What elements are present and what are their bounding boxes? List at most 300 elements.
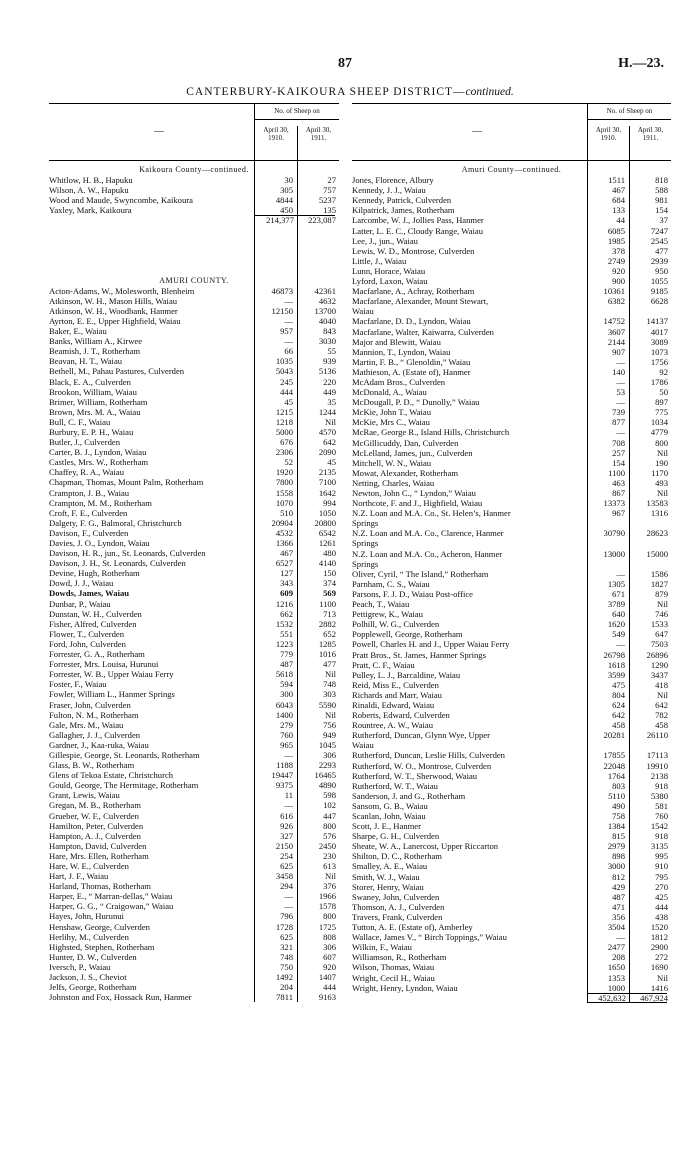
sheep-1910: 30790	[603, 528, 625, 539]
owner-name: Rutherford, W. O., Montrose, Culverden	[352, 760, 492, 771]
owner-name: Macfarlane, Alexander, Mount Stewart,	[352, 296, 489, 307]
sheep-1910: 739	[612, 407, 625, 418]
table-row	[352, 831, 671, 841]
table-row	[49, 467, 339, 477]
sheep-1911: 800	[323, 820, 336, 831]
sheep-1910: 45	[284, 396, 293, 407]
owner-name: Kilpatrick, James, Rotherham	[352, 205, 455, 216]
sheep-1910: 11	[284, 790, 293, 801]
sheep-1911: 1725	[318, 921, 336, 932]
sheep-1910: 1035	[275, 356, 293, 367]
table-row	[352, 942, 671, 952]
sheep-1911: 306	[323, 749, 336, 760]
sheep-1911: 1586	[650, 568, 668, 579]
sheep-1911: 1170	[651, 467, 668, 478]
sheep-1911: 458	[655, 720, 668, 731]
sheep-1911: 20800	[314, 517, 336, 528]
sheep-1911: 5590	[318, 699, 336, 710]
owner-name: Springs	[352, 558, 379, 569]
sheep-1910: 6527	[275, 558, 293, 569]
sheep-1910: 30	[284, 175, 293, 186]
table-row	[49, 811, 339, 821]
owner-name: N.Z. Loan and M.A. Co., St. Helen’s, Hanmer	[352, 508, 511, 519]
sheep-1911: Nil	[657, 972, 668, 983]
sheep-1911: Nil	[325, 669, 336, 680]
sheep-1911: 918	[655, 780, 668, 791]
table-row	[352, 205, 671, 215]
total-row	[49, 215, 339, 225]
sheep-1910: 1305	[607, 578, 625, 589]
owner-name: Smith, W. J., Waiau	[352, 871, 420, 882]
table-row	[352, 246, 671, 256]
owner-name: Rutherford, W. T., Sherwood, Waiau	[352, 770, 478, 781]
owner-name: Wilson, Thomas, Waiau	[352, 962, 435, 973]
sheep-1910: 1353	[607, 972, 625, 983]
owner-name: Gillespie, George, St. Leonards, Rotherham	[49, 749, 200, 760]
owner-name: Harland, Thomas, Rotherham	[49, 881, 151, 892]
sheep-1911: 808	[323, 931, 336, 942]
header-dash: —	[154, 126, 164, 137]
owner-name: Hampton, A. J., Culverden	[49, 830, 141, 841]
sheep-1911: 26110	[646, 730, 668, 741]
sheep-1910: 17855	[603, 750, 625, 761]
owner-name: Wilkin, F., Waiau	[352, 942, 412, 953]
owner-name: Brimer, William, Rotherham	[49, 396, 148, 407]
table-row	[352, 488, 671, 498]
sheep-1910: 13373	[603, 498, 625, 509]
owner-name: Williamson, R., Rotherham	[352, 952, 447, 963]
sheep-1911: 607	[323, 951, 336, 962]
sheep-1910: 22048	[603, 760, 625, 771]
owner-name: Sansom, G. B., Waiau	[352, 800, 428, 811]
sheep-1910: 1223	[275, 638, 293, 649]
owner-name: Netting, Charles, Waiau	[352, 477, 435, 488]
sheep-1910: 684	[612, 195, 625, 206]
sheep-1910: 926	[280, 820, 293, 831]
sheep-1910: 4532	[275, 527, 293, 538]
sheep-1911: 1073	[650, 346, 668, 357]
owner-name: Kennedy, Patrick, Culverden	[352, 195, 452, 206]
sheep-1911: 2138	[650, 770, 668, 781]
sheep-1910: 20904	[271, 517, 293, 528]
sheep-1910: 1492	[275, 972, 293, 983]
owner-name: Pratt Bros., St. James, Hanmer Springs	[352, 649, 486, 660]
table-row	[49, 447, 339, 457]
table-row	[352, 609, 671, 619]
owner-name: McDonald, A., Waiau	[352, 387, 427, 398]
owner-name: Glens of Tekoa Estate, Christchurch	[49, 770, 174, 781]
sheep-1911: 994	[323, 497, 336, 508]
sheep-1911: 19910	[646, 760, 668, 771]
sheep-1910: 321	[280, 941, 293, 952]
table-row	[49, 195, 339, 205]
owner-name: Crampton, J. B., Waiau	[49, 487, 130, 498]
sheep-1911: 45	[327, 457, 336, 468]
owner-name: Henshaw, George, Culverden	[49, 921, 150, 932]
sheep-1911: 1261	[318, 538, 336, 548]
sheep-1910: 1188	[276, 760, 293, 771]
owner-name: McLelland, James, jun., Culverden	[352, 447, 473, 458]
sheep-1911: 154	[655, 205, 668, 216]
sheep-1910: 305	[280, 185, 293, 196]
sheep-1910: 52	[284, 457, 293, 468]
table-row	[49, 952, 339, 962]
table-row	[49, 286, 339, 296]
table-row	[49, 962, 339, 972]
sheep-1911: 303	[323, 689, 336, 700]
sheep-1911: 7503	[650, 639, 668, 650]
sheep-1911: 939	[323, 356, 336, 367]
sheep-1911: 16465	[314, 770, 336, 781]
table-row	[352, 569, 671, 579]
owner-name: Scott, J. E., Hanmer	[352, 821, 421, 832]
owner-name: Devine, Hugh, Rotherham	[49, 568, 140, 579]
table-row	[352, 327, 671, 337]
sheep-1910: 327	[280, 830, 293, 841]
table-row	[49, 457, 339, 467]
sheep-1911: 879	[655, 588, 668, 599]
owner-name: Lewis, W. D., Montrose, Culverden	[352, 245, 475, 256]
sheep-1911: 1100	[319, 598, 336, 609]
sheep-1910: —	[616, 639, 625, 650]
table-row	[49, 588, 339, 598]
sheep-1910: 245	[280, 376, 293, 387]
table-row	[49, 720, 339, 730]
owner-name: Mowat, Alexander, Rotherham	[352, 467, 459, 478]
owner-name: Forrester, G. A., Rotherham	[49, 649, 145, 660]
table-row	[352, 226, 671, 236]
sheep-1911: 6628	[650, 296, 668, 307]
owner-name: Atkinson, W. H., Woodbank, Hanmer	[49, 305, 178, 316]
year-1910-heading: April 30, 1910.	[595, 126, 622, 142]
table-row	[352, 549, 671, 559]
table-row	[49, 518, 339, 528]
sheep-1910: 1558	[275, 487, 293, 498]
page-title: CANTERBURY-KAIKOURA SHEEP DISTRICT—continued.	[186, 86, 514, 98]
table-row	[49, 498, 339, 508]
owner-name: Richards and Marr, Waiau	[352, 689, 442, 700]
sheep-1911: 4890	[318, 780, 336, 791]
owner-name: Fraser, John, Culverden	[49, 699, 131, 710]
owner-name: N.Z. Loan and M.A. Co., Acheron, Hanmer	[352, 548, 503, 559]
table-row	[352, 407, 671, 417]
table-row	[352, 236, 671, 246]
table-row	[352, 417, 671, 427]
table-row	[352, 922, 671, 932]
sheep-1910: 1366	[275, 538, 293, 548]
sheep-1911: 995	[655, 851, 668, 862]
header-dash: —	[472, 126, 482, 137]
sheep-1911: 1034	[650, 417, 668, 428]
table-row	[49, 932, 339, 942]
sheep-1910: —	[616, 397, 625, 408]
sheep-1910: 46873	[271, 285, 293, 296]
sheep-1911: 2939	[650, 255, 668, 266]
table-row	[49, 326, 339, 336]
sheep-1911: 843	[323, 326, 336, 337]
table-row	[352, 851, 671, 861]
sheep-1910: 907	[612, 346, 625, 357]
sheep-1911: 9185	[650, 286, 668, 297]
sheep-1910: 671	[612, 588, 625, 599]
owner-name: Wood and Maude, Swyncombe, Kaikoura	[49, 195, 193, 206]
owner-name: Flower, T., Culverden	[49, 628, 124, 639]
table-row	[49, 377, 339, 387]
sheep-1911: 477	[655, 245, 668, 256]
sheep-1911: 1756	[650, 356, 668, 367]
sheep-1911: 4632	[318, 295, 336, 306]
page-number: 87	[338, 56, 352, 71]
table-row	[49, 922, 339, 932]
owner-name: Lyford, Laxon, Waiau	[352, 276, 428, 287]
sheep-1911: 1966	[318, 891, 336, 902]
sheep-1910: 1400	[275, 709, 293, 720]
sheep-1910: 5110	[608, 790, 625, 801]
sheep-1910: —	[284, 891, 293, 902]
table-row	[352, 821, 671, 831]
sheep-1911: 6542	[318, 527, 336, 538]
sheep-1910: 965	[280, 739, 293, 750]
table-row	[352, 387, 671, 397]
table-row	[352, 468, 671, 478]
sheep-1911: 757	[323, 185, 336, 196]
table-row	[352, 347, 671, 357]
sheep-1910: 20281	[603, 730, 625, 741]
table-row	[352, 286, 671, 296]
owner-name: Johnston and Fox, Hossack Run, Hanmer	[49, 992, 192, 1003]
sheep-1911: 949	[323, 729, 336, 740]
owner-name: Hunter, D. W., Culverden	[49, 951, 137, 962]
table-row	[352, 397, 671, 407]
sheep-1911: 4140	[318, 558, 336, 569]
sheep-1910: 9375	[275, 780, 293, 791]
sheep-1910: 204	[280, 982, 293, 993]
sheep-1910: 475	[612, 679, 625, 690]
sheep-1911: 642	[323, 437, 336, 448]
owner-name: Dowds, James, Waiau	[49, 588, 130, 599]
sheep-1910: 1728	[275, 921, 293, 932]
table-row	[49, 982, 339, 992]
owner-name: Rutherford, W. T., Waiau	[352, 780, 438, 791]
table-row	[49, 851, 339, 861]
sheep-1910: 5000	[275, 426, 293, 437]
table-row	[49, 508, 339, 518]
sheep-1911: 438	[655, 911, 668, 922]
sheep-1910: 877	[612, 417, 625, 428]
sheep-1910: 812	[612, 871, 625, 882]
owner-name: Hayes, John, Hurunui	[49, 911, 124, 922]
owner-name: Ford, John, Culverden	[49, 638, 126, 649]
sheep-1910: 551	[280, 628, 293, 639]
owner-name: Fowler, William L., Hanmer Springs	[49, 689, 175, 700]
sheep-1911: 13583	[646, 498, 668, 509]
sheep-1910: 378	[612, 245, 625, 256]
sheep-1911: 613	[323, 861, 336, 871]
table-row	[352, 185, 671, 195]
table-row	[352, 660, 671, 670]
owner-name: Forrester, W. B., Upper Waiau Ferry	[49, 669, 174, 680]
sheep-1911: 581	[655, 800, 668, 811]
left-rows	[49, 161, 339, 1002]
table-row	[352, 316, 671, 326]
sheep-1911: 1533	[650, 619, 668, 630]
owner-name: McGillicuddy, Dan, Culverden	[352, 437, 459, 448]
owner-name: Bethell, M., Pahau Pastures, Culverden	[49, 366, 185, 377]
sheep-1910: 1000	[607, 982, 625, 993]
sheep-1911: 7247	[650, 225, 668, 236]
sheep-1910: 804	[612, 689, 625, 700]
owner-name: Tutton, A. E. (Estate of), Amberley	[352, 922, 473, 933]
sheep-1910: 19447	[271, 770, 293, 781]
sheep-1911: 27	[327, 175, 336, 186]
sheep-1911: 493	[655, 477, 668, 488]
sheep-1911: 1285	[318, 638, 336, 649]
sheep-1910: 133	[612, 205, 625, 216]
sheep-1911: Nil	[325, 416, 336, 427]
table-row	[49, 568, 339, 578]
table-row	[352, 256, 671, 266]
table-row	[49, 548, 339, 558]
table-row	[49, 387, 339, 397]
owner-name: Hare, Mrs. Ellen, Rotherham	[49, 850, 149, 861]
owner-name: McKie, Mrs C., Waiau	[352, 417, 430, 428]
owner-name: Polhill, W. G., Culverden	[352, 619, 440, 630]
sheep-1911: Nil	[657, 488, 668, 498]
sheep-1911: 746	[655, 609, 668, 620]
sheep-1911: 642	[655, 699, 668, 710]
sheep-1910: 3458	[275, 871, 293, 882]
owner-name: Iversch, P., Waiau	[49, 961, 111, 972]
owner-name: Gallagher, J. J., Culverden	[49, 729, 141, 740]
sheep-1910: 1384	[607, 821, 625, 832]
sheep-1911: 150	[323, 568, 336, 579]
sheep-1910: 6043	[275, 699, 293, 710]
table-row	[352, 619, 671, 629]
table-row	[352, 952, 671, 962]
table-row	[49, 205, 339, 215]
sheep-1911: 2882	[318, 618, 336, 629]
owner-name: Reid, Miss E., Culverden	[352, 679, 439, 690]
sheep-1910: 3599	[607, 669, 625, 680]
sheep-1910: 4844	[275, 195, 293, 206]
table-row	[49, 639, 339, 649]
sheep-1911: 795	[655, 871, 668, 882]
owner-name: Waiau	[352, 306, 374, 317]
sheep-1911: 3030	[318, 336, 336, 347]
sheep-1910: 867	[612, 488, 625, 498]
table-row	[352, 730, 671, 740]
table-row	[49, 821, 339, 831]
owner-name: Pratt, C. F., Waiau	[352, 659, 415, 670]
table-row	[352, 781, 671, 791]
sheep-1911: Nil	[657, 689, 668, 700]
table-row	[49, 730, 339, 740]
sheep-1910: —	[284, 315, 293, 326]
table-row	[49, 841, 339, 851]
sheep-1911: 1050	[318, 507, 336, 518]
owner-name: Davison, H. R., jun., St. Leonards, Culverden	[49, 548, 206, 559]
sheep-1911: 135	[323, 205, 336, 216]
sheep-1910: 616	[280, 810, 293, 821]
sheep-1911: 5136	[318, 366, 336, 377]
sheep-1911: 3089	[650, 336, 668, 347]
sheep-1910: 510	[280, 507, 293, 518]
table-row	[352, 932, 671, 942]
sheep-1911: 449	[323, 386, 336, 397]
sheep-1910: 343	[280, 578, 293, 589]
sheep-1911: 37	[659, 215, 668, 226]
sheep-1910: 5618	[275, 669, 293, 680]
sheep-1910: 3000	[607, 861, 625, 872]
owner-name: Fisher, Alfred, Culverden	[49, 618, 137, 629]
sheep-1910: 1216	[275, 598, 293, 609]
table-row	[352, 276, 671, 286]
sheep-1911: 14137	[646, 316, 668, 327]
sheep-1910: 2979	[607, 841, 625, 852]
owner-name: Springs	[352, 538, 379, 549]
table-row	[352, 427, 671, 437]
owner-name: Mathieson, A. (Estate of), Hanmer	[352, 366, 471, 377]
sheep-1911: 1690	[650, 962, 668, 973]
total-1911: 467,924	[640, 992, 668, 1003]
owner-name: Lee, J., jun., Waiau	[352, 235, 418, 246]
owner-name: Springs	[352, 518, 379, 529]
table-row	[352, 458, 671, 468]
sheep-1911: 1416	[650, 982, 668, 993]
owner-name: Black, E. A., Culverden	[49, 376, 131, 387]
sheep-1910: 815	[612, 831, 625, 842]
owner-name: Grueber, W. F., Culverden	[49, 810, 139, 821]
sheep-1910: 12150	[271, 305, 293, 316]
sheep-1911: 1520	[650, 922, 668, 933]
sheep-1911: 950	[655, 265, 668, 276]
sheep-1910: 127	[280, 568, 293, 579]
table-row	[49, 336, 339, 346]
table-row	[352, 841, 671, 851]
sheep-1910: 779	[280, 649, 293, 660]
table-row	[49, 760, 339, 770]
sheep-1910: 920	[612, 265, 625, 276]
owner-name: Gould, George, The Hermitage, Rotherham	[49, 780, 199, 791]
table-row	[49, 477, 339, 487]
owner-name: Yaxley, Mark, Kaikoura	[49, 205, 132, 216]
sheep-1911: 376	[323, 881, 336, 892]
owner-name: Fulton, N. M., Rotherham	[49, 709, 139, 720]
sheep-1911: 28623	[646, 528, 668, 539]
table-row	[49, 831, 339, 841]
table-row	[49, 296, 339, 306]
table-row	[49, 397, 339, 407]
owner-name: Gardner, J., Kaa-ruka, Waiau	[49, 739, 149, 750]
sheep-1911: 447	[323, 810, 336, 821]
sheep-1911: 818	[655, 175, 668, 186]
owner-name: Brown, Mrs. M. A., Waiau	[49, 406, 141, 417]
sheep-1911: 272	[655, 952, 668, 963]
table-row	[352, 962, 671, 972]
year-1911-heading: April 30, 1911.	[637, 126, 664, 142]
sheep-1910: 13000	[603, 548, 625, 559]
year-1910-heading: April 30, 1910.	[263, 126, 289, 142]
table-header	[352, 103, 671, 161]
sheep-1910: 300	[280, 689, 293, 700]
sheep-1910: 2306	[275, 447, 293, 458]
sheep-1911: 5380	[650, 790, 668, 801]
sheep-1910: 1920	[275, 467, 293, 478]
sheep-1911: 9163	[318, 992, 336, 1003]
sheep-1910: 5043	[275, 366, 293, 377]
owner-name: McDougall, P. D., “ Dunolly,” Waiau	[352, 397, 480, 408]
sheep-1911: 897	[655, 397, 668, 408]
